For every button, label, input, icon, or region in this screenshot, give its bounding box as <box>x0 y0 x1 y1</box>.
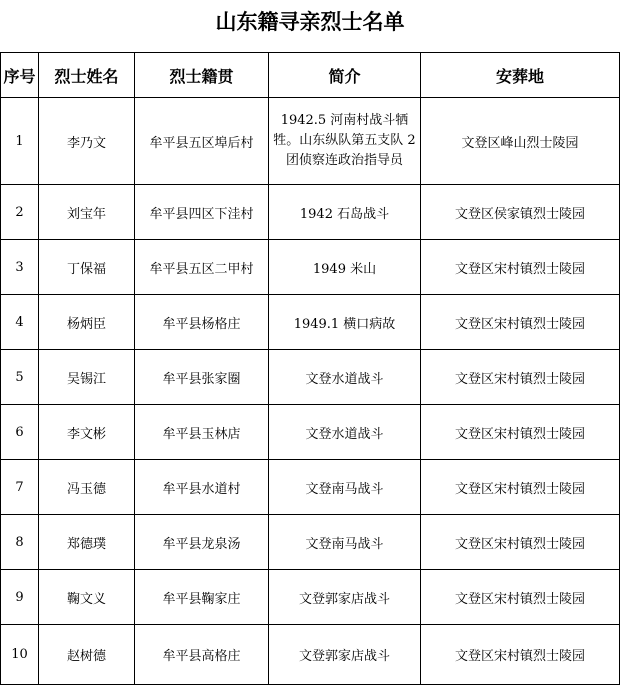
cell-seq: 10 <box>1 625 39 685</box>
cell-seq: 3 <box>1 240 39 295</box>
cell-seq: 8 <box>1 515 39 570</box>
cell-intro: 文登郭家店战斗 <box>269 570 421 625</box>
table-row <box>1 625 620 685</box>
cell-origin: 牟平县高格庄 <box>135 625 269 685</box>
cell-intro: 文登水道战斗 <box>269 350 421 405</box>
cell-burial: 文登区宋村镇烈士陵园 <box>421 240 620 295</box>
cell-intro: 文登郭家店战斗 <box>269 625 421 685</box>
cell-intro: 1942.5 河南村战斗牺牲。山东纵队第五支队 2 团侦察连政治指导员 <box>269 98 421 185</box>
cell-intro: 文登南马战斗 <box>269 460 421 515</box>
cell-seq: 9 <box>1 570 39 625</box>
table-row <box>1 405 620 460</box>
cell-burial: 文登区宋村镇烈士陵园 <box>421 295 620 350</box>
table-row <box>1 460 620 515</box>
cell-origin: 牟平县鞠家庄 <box>135 570 269 625</box>
table-row <box>1 240 620 295</box>
cell-burial: 文登区宋村镇烈士陵园 <box>421 350 620 405</box>
cell-name: 郑德璞 <box>39 515 135 570</box>
table-row <box>1 350 620 405</box>
cell-name: 杨炳臣 <box>39 295 135 350</box>
cell-seq: 1 <box>1 98 39 185</box>
cell-origin: 牟平县张家圈 <box>135 350 269 405</box>
cell-seq: 2 <box>1 185 39 240</box>
martyrs-table <box>0 52 620 685</box>
cell-name: 丁保福 <box>39 240 135 295</box>
cell-seq: 7 <box>1 460 39 515</box>
cell-origin: 牟平县玉林店 <box>135 405 269 460</box>
cell-burial: 文登区峰山烈士陵园 <box>421 98 620 185</box>
cell-name: 吴锡江 <box>39 350 135 405</box>
cell-name: 赵树德 <box>39 625 135 685</box>
header-intro: 简介 <box>269 53 421 98</box>
header-seq: 序号 <box>1 53 39 98</box>
cell-origin: 牟平县五区埠后村 <box>135 98 269 185</box>
cell-burial: 文登区宋村镇烈士陵园 <box>421 460 620 515</box>
cell-origin: 牟平县五区二甲村 <box>135 240 269 295</box>
cell-burial: 文登区侯家镇烈士陵园 <box>421 185 620 240</box>
cell-intro: 1949.1 横口病故 <box>269 295 421 350</box>
cell-seq: 5 <box>1 350 39 405</box>
cell-name: 刘宝年 <box>39 185 135 240</box>
cell-origin: 牟平县龙泉汤 <box>135 515 269 570</box>
cell-intro: 1942 石岛战斗 <box>269 185 421 240</box>
cell-name: 李乃文 <box>39 98 135 185</box>
header-origin: 烈士籍贯 <box>135 53 269 98</box>
cell-origin: 牟平县四区下洼村 <box>135 185 269 240</box>
cell-seq: 4 <box>1 295 39 350</box>
cell-seq: 6 <box>1 405 39 460</box>
table-row <box>1 295 620 350</box>
table-row <box>1 185 620 240</box>
table-row <box>1 570 620 625</box>
cell-intro: 文登南马战斗 <box>269 515 421 570</box>
cell-intro: 文登水道战斗 <box>269 405 421 460</box>
cell-intro: 1949 米山 <box>269 240 421 295</box>
cell-burial: 文登区宋村镇烈士陵园 <box>421 515 620 570</box>
page-title: 山东籍寻亲烈士名单 <box>215 10 405 34</box>
header-row <box>1 53 620 98</box>
cell-burial: 文登区宋村镇烈士陵园 <box>421 570 620 625</box>
cell-burial: 文登区宋村镇烈士陵园 <box>421 405 620 460</box>
header-name: 烈士姓名 <box>39 53 135 98</box>
header-burial: 安葬地 <box>421 53 620 98</box>
cell-burial: 文登区宋村镇烈士陵园 <box>421 625 620 685</box>
cell-name: 鞠文义 <box>39 570 135 625</box>
cell-origin: 牟平县杨格庄 <box>135 295 269 350</box>
cell-name: 李文彬 <box>39 405 135 460</box>
table-row <box>1 98 620 185</box>
table-row <box>1 515 620 570</box>
cell-origin: 牟平县水道村 <box>135 460 269 515</box>
cell-name: 冯玉德 <box>39 460 135 515</box>
